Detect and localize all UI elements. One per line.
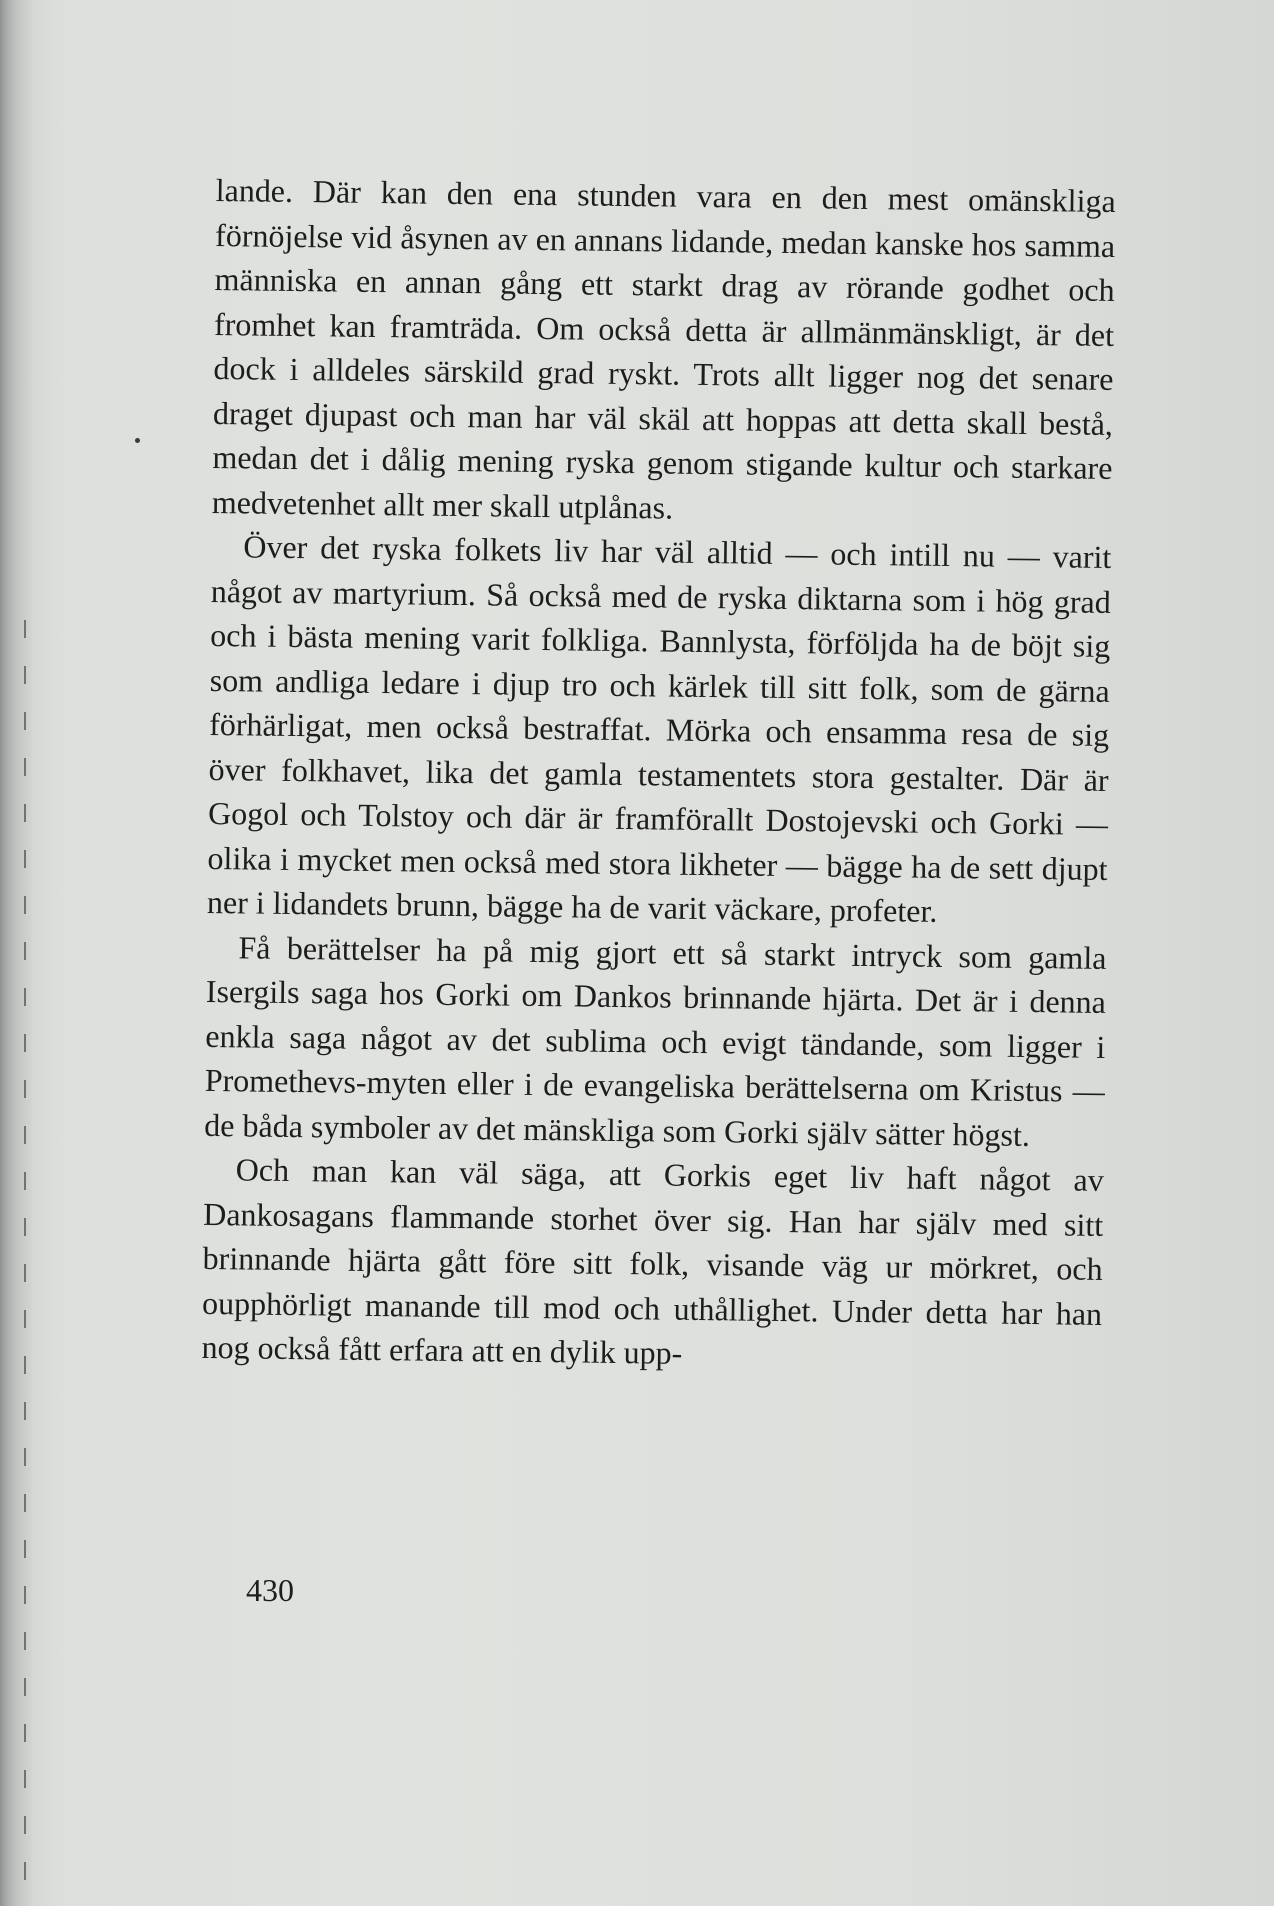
binding-edge [24,620,26,1900]
paragraph-2: Över det ryska folkets liv har väl alltid — och intill nu — varit något av martyrium. Så också med de ryska diktarna som i hög grad och i bästa mening varit folkliga. Bannlysta, förföljda ha de böjt sig som andliga ledare i djup tro och kärlek till sitt folk, som de gärna förhärligat, men också bestraffat. Mörka och ensamma resa de sig över folkhavet, lika det gamla testamentets stora gestalter. Där är Gogol och Tolstoy och där är framförallt Dostojevski och Gorki — olika i mycket men också med stora likheter — bägge ha de sett djupt ner i lidandets brunn, bägge ha de varit väckare, profeter. [206,528,1112,929]
book-gutter-shadow [0,0,34,1906]
paragraph-3: Få berättelser ha på mig gjort ett så starkt intryck som gamla Isergils saga hos Gorki om Dankos brinnande hjärta. Det är i denna enkla saga något av det sublima och evigt tändande, som ligger i Promethevs-myten eller i de evangeliska berättelserna om Kristus — de båda symboler av det mänskliga som Gorki själv sätter högst. [204,928,1107,1153]
paragraph-1: lande. Där kan den ena stunden vara en den mest omänskliga förnöjelse vid åsynen av en annans lidande, medan kanske hos samma människa en annan gång ett starkt drag av rörande godhet och fromhet kan framträda. Om också detta är allmänmänskligt, är det dock i alldeles särskild grad ryskt. Trots allt ligger nog det senare draget djupast och man har väl skäl att hoppas att detta skall bestå, medan det i dålig mening ryska genom stigande kultur och starkare medvetenhet allt mer skall utplånas. [211,171,1116,526]
ink-speck [135,438,140,443]
body-text [201,168,1116,1380]
paragraph-4: Och man kan väl säga, att Gorkis eget liv haft något av Dankosagans flammande storhet över sig. Han har själv med sitt brinnande hjärta gått före sitt folk, visande väg ur mörkret, och oupphörligt manande till mod och uthållighet. Under detta har han nog också fått erfara att en dylik upp- [201,1151,1104,1371]
page-number: 430 [246,1572,294,1608]
